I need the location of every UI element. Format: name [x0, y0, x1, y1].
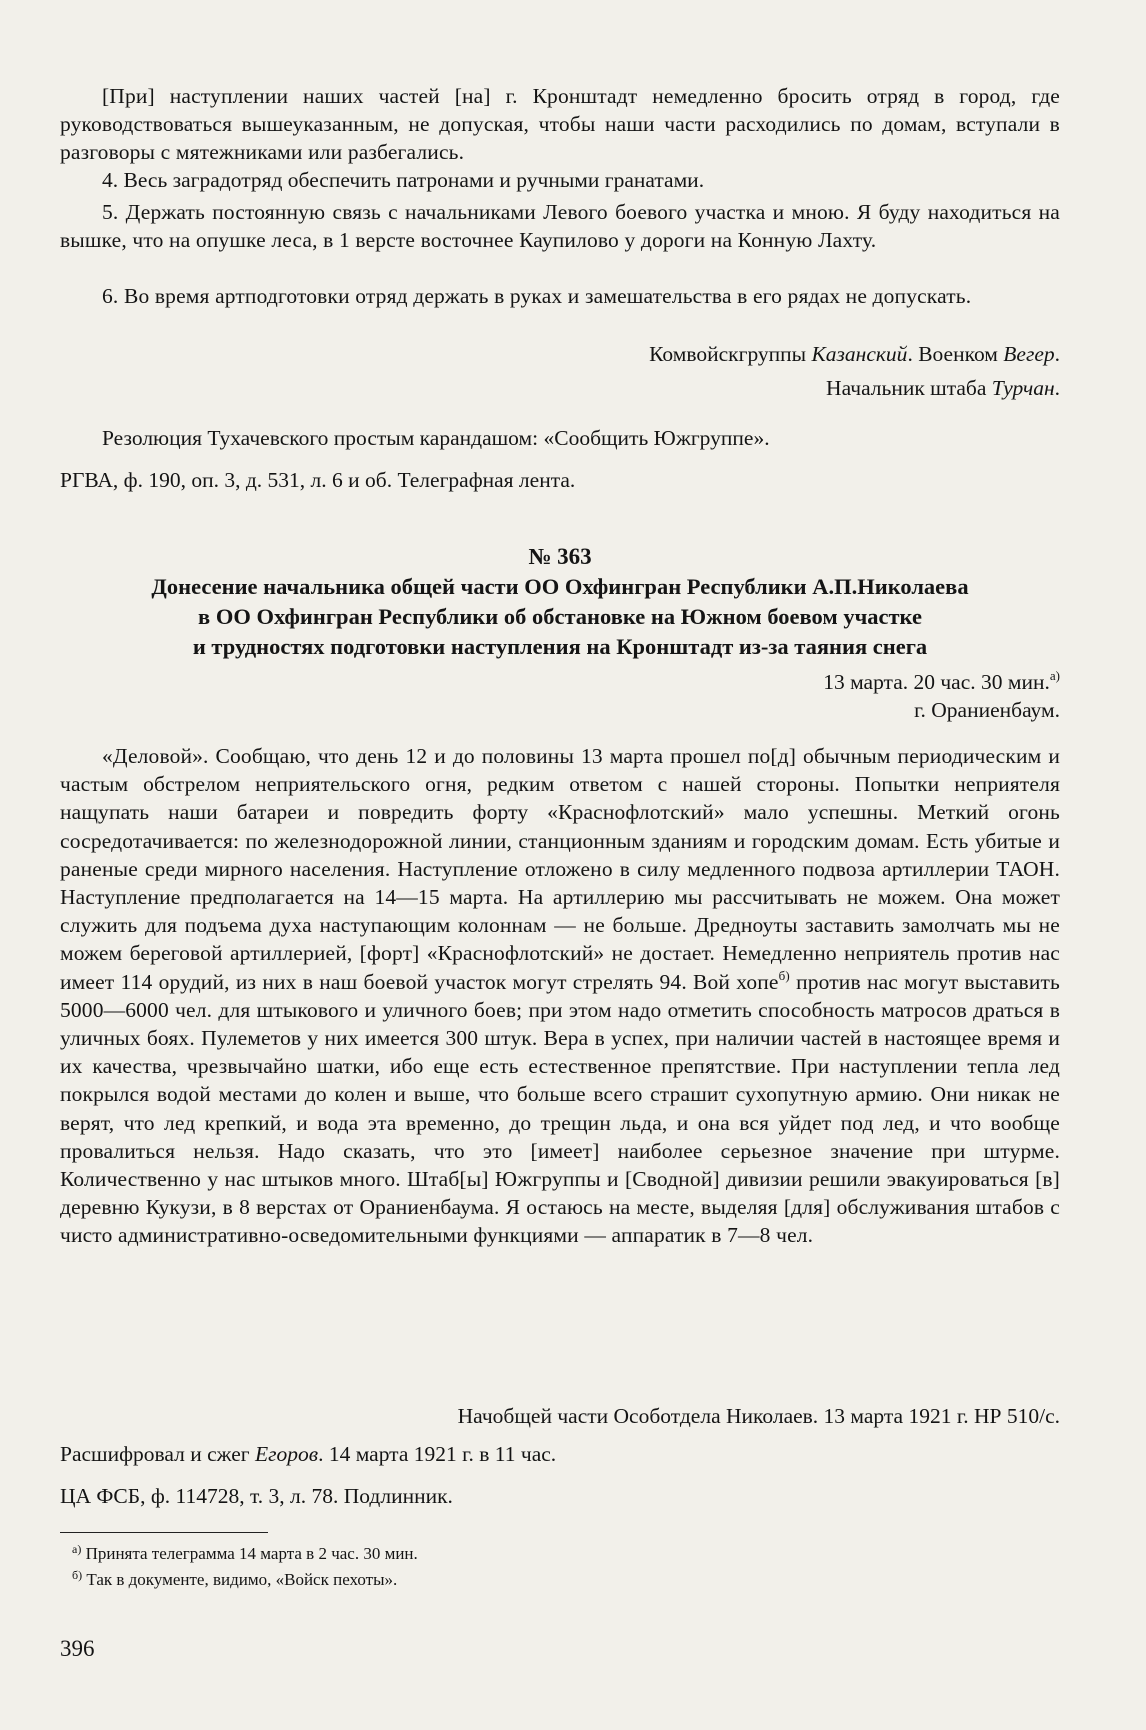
document-date: 13 марта. 20 час. 30 мин.$^{а)}$ — [823, 668, 1060, 694]
page-number: 396 — [60, 1636, 95, 1661]
archive-source-2: ЦА ФСБ, ф. 114728, т. 3, л. 78. Подлинник. — [60, 1484, 453, 1508]
document-title-line-1: Донесение начальника общей части ОО Охфингран Республики А.П.Николаева — [151, 574, 969, 599]
opening-paragraph-1: [При] наступлении наших частей [на] г. Кронштадт немедленно бросить отряд в город, где руководствоваться вышеуказанным, не допуская, чтобы наши части расходились по домам, вступали в разговоры с мятежниками или разбегались. — [60, 84, 1060, 165]
decryption-note: Расшифровал и сжег Егоров. 14 марта 1921 г. в 11 час. — [60, 1442, 557, 1466]
opening-paragraph-2: 4. Весь заградотряд обеспечить патронами и ручными гранатами. — [102, 168, 705, 192]
resolution-note: Резолюция Тухачевского простым карандашом: «Сообщить Южгруппе». — [102, 426, 770, 450]
document-number: № 363 — [528, 544, 592, 569]
archive-source-1: РГВА, ф. 190, оп. 3, д. 531, л. 6 и об. Телеграфная лента. — [60, 468, 576, 492]
document-page — [60, 0, 1060, 1730]
document-place: г. Ораниенбаум. — [914, 698, 1060, 722]
signature-chief-of-staff: Начальник штаба Турчан. — [826, 376, 1060, 400]
footnote-b: $^{б)}$ Так в документе, видимо, «Войск пехоты». — [72, 1568, 398, 1589]
opening-paragraph-4: 6. Во время артподготовки отряд держать в руках и замешательства в его рядах не допускать. — [102, 284, 972, 308]
footnote-a: $^{а)}$ Принята телеграмма 14 марта в 2 час. 30 мин. — [72, 1542, 418, 1563]
document-title-line-3: и трудностях подготовки наступления на Кронштадт из-за таяния снега — [192, 634, 928, 659]
footnote-divider — [60, 1532, 268, 1533]
report-body: «Деловой». Сообщаю, что день 12 и до половины 13 марта прошел по[д] обычным периодическим и частым обстрелом неприятельского огня, редким ответом с нашей стороны. Попытки неприятеля нащупать наши батареи и повредить форту «Краснофлотский» мало успешны. Меткий огонь сосредотачивается: по железнодорожной линии, станционным зданиям и городским домам. Есть убитые и раненые среди мирного населения. Наступление отложено в силу медленного подвоза артиллерии ТАОН. Наступление предполагается на 14—15 марта. На артиллерию мы рассчитывать не можем. Она может служить для подъема духа наступающим колоннам — не больше. Дредноуты заставить замолчать мы не можем береговой артиллерией, [форт] «Краснофлотский» не достает. Немедленно неприятель против нас имеет 114 орудий, из них в наш боевой участок могут стрелять 94. Вой хопе$^{б)}$ против нас могут выставить 5000—6000 чел. для штыкового и уличного боев; при этом надо отметить способность матросов драться в уличных боях. Пулеметов у них имеется 300 штук. Вера в успех, при наличии частей в настоящее время и их качества, чрезвычайно шатки, ибо еще есть естественное препятствие. При наступлении тепла лед покрылся водой местами до колен и выше, что больше всего страшит сухопутную армию. Они никак не верят, что лед крепкий, и вода эта временно, до трещин льда, и она вся уйдет под лед, и что вообще провалиться нельзя. Надо сказать, что это [имеет] наиболее серьезное значение при штурме. Количественно у нас штыков много. Штаб[ы] Южгруппы и [Сводной] дивизии решили эвакуироваться [в] деревню Кукузи, в 8 верстах от Ораниенбаума. Я остаюсь на месте, выделяя [для] обслуживания штабов с чисто административно-осведомительными функциями — аппаратик в 7—8 чел. — [60, 744, 1061, 1248]
report-signature: Начобщей части Особотдела Николаев. 13 марта 1921 г. НР 510/с. — [457, 1404, 1060, 1428]
signature-commanders: Комвойскгруппы Казанский. Военком Вегер. — [649, 342, 1060, 366]
document-title-line-2: в ОО Охфингран Республики об обстановке на Южном боевом участке — [198, 604, 922, 629]
opening-paragraph-3: 5. Держать постоянную связь с начальниками Левого боевого участка и мною. Я буду находиться на вышке, что на опушке леса, в 1 версте восточнее Каупилово у дороги на Конную Лахту. — [60, 200, 1060, 253]
